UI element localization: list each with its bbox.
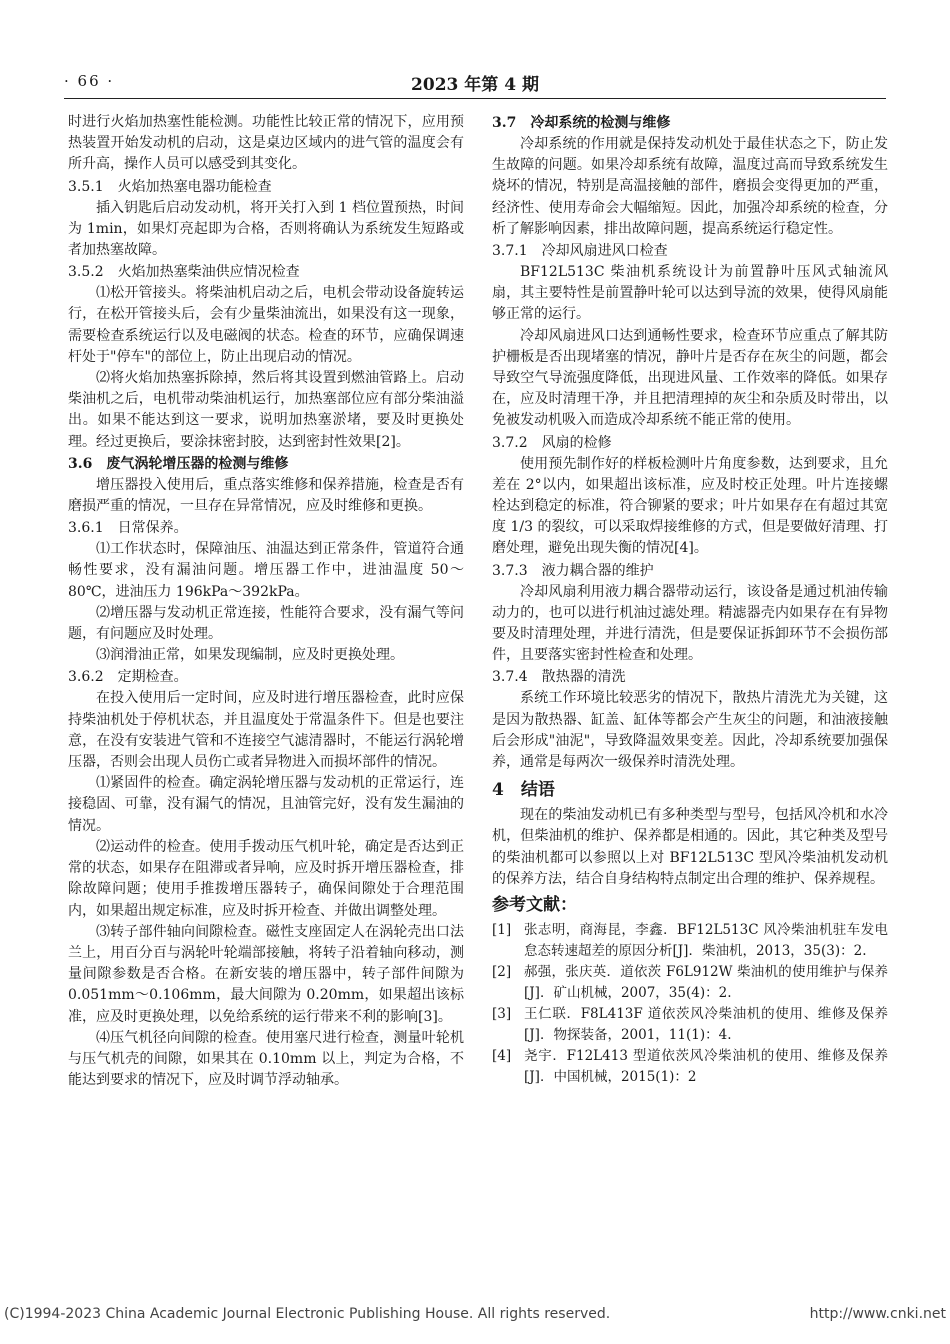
subsection-heading: 3.5.2 火焰加热塞柴油供应情况检查 — [68, 264, 300, 281]
page-number: · 66 · — [64, 72, 115, 90]
paragraph: ⑵运动件的检查。使用手拨动压气机叶轮，确定是否达到正常的状态，如果存在阻滞或者异响，应及时拆开增压器检查，排除故障问题；使用手推拨增压器转子，确保间隙处于合理范围内，如果超出规定标准，应及时拆开检查、并做出调整处理。 — [68, 838, 464, 919]
paragraph: 系统工作环境比较恶劣的情况下，散热片清洗尤为关键，这是因为散热器、缸盖、缸体等都会产生灰尘的问题，和油液接触后会形成"油泥"，导致降温效果变差。因此，冷却系统要加强保养，通常是每两次一级保养时清洗处理。 — [492, 690, 888, 771]
copyright-text: (C)1994-2023 China Academic Journal Electronic Publishing House. All rights reserved. — [4, 1306, 611, 1322]
paragraph: 冷却风扇进风口达到通畅性要求，检查环节应重点了解其防护栅板是否出现堵塞的情况，静叶片是否存在灰尘的问题，都会导致空气导流强度降低，出现进风量、工作效率的降低。如果存在，应及时清理干净，并且把清理掉的灰尘和杂质及时带出，以免被发动机吸入而造成冷却系统不能正常的使用。 — [492, 327, 888, 429]
reference-item — [492, 962, 888, 1004]
subsection-heading: 3.6.2 定期检查。 — [68, 669, 188, 686]
left-column — [68, 112, 464, 1091]
reference-number: [1] — [492, 922, 512, 939]
cnki-link[interactable]: http://www.cnki.net — [809, 1306, 946, 1322]
paragraph: 在投入使用后一定时间，应及时进行增压器检查，此时应保持柴油机处于停机状态，并且温度处于常温条件下。但是也要注意，在没有安装进气管和不连接空气滤清器时，不能运行涡轮增压器，否则会出现人员伤亡或者异物进入而损坏部件的情况。 — [68, 690, 464, 771]
paragraph: ⑴工作状态时，保障油压、油温达到正常条件，管道符合通畅性要求，没有漏油问题。增压器工作中，进油温度 50～80℃，进油压力 196kPa～392kPa。 — [68, 541, 464, 600]
reference-text: 王仁联．F8L413F 道依茨风冷柴油机的使用、维修及保养[J]．物探装备，2001，11(1)：4. — [524, 1006, 888, 1044]
references-list — [492, 920, 888, 1088]
paragraph: ⑵将火焰加热塞拆除掉，然后将其设置到燃油管路上。启动柴油机之后，电机带动柴油机运行，加热塞部位应有部分柴油溢出。如果不能达到这一要求，说明加热塞淤堵，要及时更换处理。经过更换后，要涂抹密封胶，达到密封性效果[2]。 — [68, 370, 464, 450]
paragraph: 现在的柴油发动机已有多种类型与型号，包括风冷机和水冷机，但柴油机的维护、保养都是相通的。因此，其它种类及型号的柴油机都可以参照以上对 BF12L513C 型风冷柴油机发动机的保养方法，结合自身结构特点制定出合理的维护、保养规程。 — [492, 807, 888, 887]
subsection-heading: 3.6 废气涡轮增压器的检测与维修 — [68, 455, 289, 472]
paragraph: 时进行火焰加热塞性能检测。功能性比较正常的情况下，应用预热装置开始发动机的启动，这是桌边区域内的进气管的温度会有所升高，操作人员可以感受到其变化。 — [68, 114, 464, 173]
subsection-heading: 3.7.4 散热器的清洗 — [492, 669, 626, 686]
paragraph: ⑴松开管接头。将柴油机启动之后，电机会带动设备旋转运行，在松开管接头后，会有少量柴油流出，如果没有这一现象，需要检查系统运行以及电磁阀的状态。检查的环节，应确保调速杆处于"停车"的部位上，防止出现启动的情况。 — [68, 285, 464, 365]
reference-text: 张志明，商海昆，李鑫．BF12L513C 风冷柴油机驻车发电怠态转速超差的原因分析[J]．柴油机，2013，35(3)：2. — [524, 922, 888, 960]
paragraph: 使用预先制作好的样板检测叶片角度参数，达到要求，且允差在 2°以内，如果超出该标准，应及时校正处理。叶片连接螺栓达到稳定的标准，符合铆紧的要求；叶片如果存在有超过其宽度 1/3 的裂纹，可以采取焊接维修的方式，但是要做好清理、打磨处理，避免出现失衡的情况[4]。 — [492, 455, 888, 557]
subsection-heading: 3.7 冷却系统的检测与维修 — [492, 115, 671, 131]
references-title: 参考文献： — [492, 895, 577, 916]
paragraph: 冷却风扇利用液力耦合器带动运行，该设备是通过机油传输动力的，也可以进行机油过滤处理。精滤器壳内如果存在有异物要及时清理处理，并进行清洗，但是要保证拆卸环节不会损伤部件，且要落实密封性检查和处理。 — [492, 583, 888, 664]
paragraph: ⑷压气机径向间隙的检查。使用塞尺进行检查，测量叶轮机与压气机壳的间隙，如果其在 0.10mm 以上，判定为合格，不能达到要求的情况下，应及时调节浮动轴承。 — [68, 1029, 464, 1089]
header-rule — [64, 98, 886, 99]
journal-issue: 2023 年第 4 期 — [411, 75, 539, 95]
reference-number: [4] — [492, 1048, 512, 1065]
reference-number: [2] — [492, 964, 512, 981]
reference-number: [3] — [492, 1006, 512, 1023]
section-heading: 4 结语 — [492, 780, 555, 801]
paragraph: 增压器投入使用后，重点落实维修和保养措施，检查是否有磨损严重的情况，一旦存在异常情况，应及时维修和更换。 — [68, 476, 464, 515]
reference-text: 郝强，张庆英．道依茨 F6L912W 柴油机的使用维护与保养[J]．矿山机械，2007，35(4)：2. — [524, 964, 888, 1002]
right-column — [492, 112, 888, 1088]
page-header — [64, 68, 886, 94]
reference-item — [492, 920, 888, 962]
paragraph: BF12L513C 柴油机系统设计为前置静叶压风式轴流风扇，其主要特性是前置静叶轮可以达到导流的效果，使得风扇能够正常的运行。 — [492, 264, 888, 323]
subsection-heading: 3.6.1 日常保养。 — [68, 520, 188, 537]
reference-item — [492, 1004, 888, 1046]
paragraph: 插入钥匙后启动发动机，将开关打入到 1 档位置预热，时间为 1min，如果灯亮起即为合格，否则将确认为系统发生短路或者加热塞故障。 — [68, 199, 464, 259]
subsection-heading: 3.7.1 冷却风扇进风口检查 — [492, 243, 668, 260]
subsection-heading: 3.5.1 火焰加热塞电器功能检查 — [68, 178, 272, 195]
reference-text: 尧宇．F12L413 型道依茨风冷柴油机的使用、维修及保养[J]．中国机械，2015(1)：2 — [524, 1048, 888, 1086]
paragraph: 冷却系统的作用就是保持发动机处于最佳状态之下，防止发生故障的问题。如果冷却系统有故障，温度过高而导致系统发生烧坏的情况，特别是高温接触的部件，磨损会变得更加的严重，经济性、使用寿命会大幅缩短。因此，加强冷却系统的检查，分析了解影响因素，排出故障问题，提高系统运行稳定性。 — [492, 136, 888, 237]
paragraph: ⑴紧固件的检查。确定涡轮增压器与发动机的正常运行，连接稳固、可靠，没有漏气的情况，且油管完好，没有发生漏油的情况。 — [68, 775, 464, 834]
subsection-heading: 3.7.2 风扇的检修 — [492, 434, 612, 451]
paragraph: ⑵增压器与发动机正常连接，性能符合要求，没有漏气等问题，有问题应及时处理。 — [68, 604, 464, 643]
paragraph: ⑶转子部件轴向间隙检查。磁性支座固定人在涡轮壳出口法兰上，用百分百与涡轮叶轮端部接触，将转子沿着轴向移动，测量间隙参数是否合格。在新安装的增压器中，转子部件间隙为 0.051mm～0.106mm，最大间隙为 0.20mm，如果超出该标准，应及时更换处理，以免给系统的运行带来不利的影响[3]。 — [68, 923, 464, 1025]
subsection-heading: 3.7.3 液力耦合器的维护 — [492, 562, 654, 579]
paragraph: ⑶润滑油正常，如果发现编制，应及时更换处理。 — [96, 647, 404, 664]
reference-item — [492, 1046, 888, 1088]
